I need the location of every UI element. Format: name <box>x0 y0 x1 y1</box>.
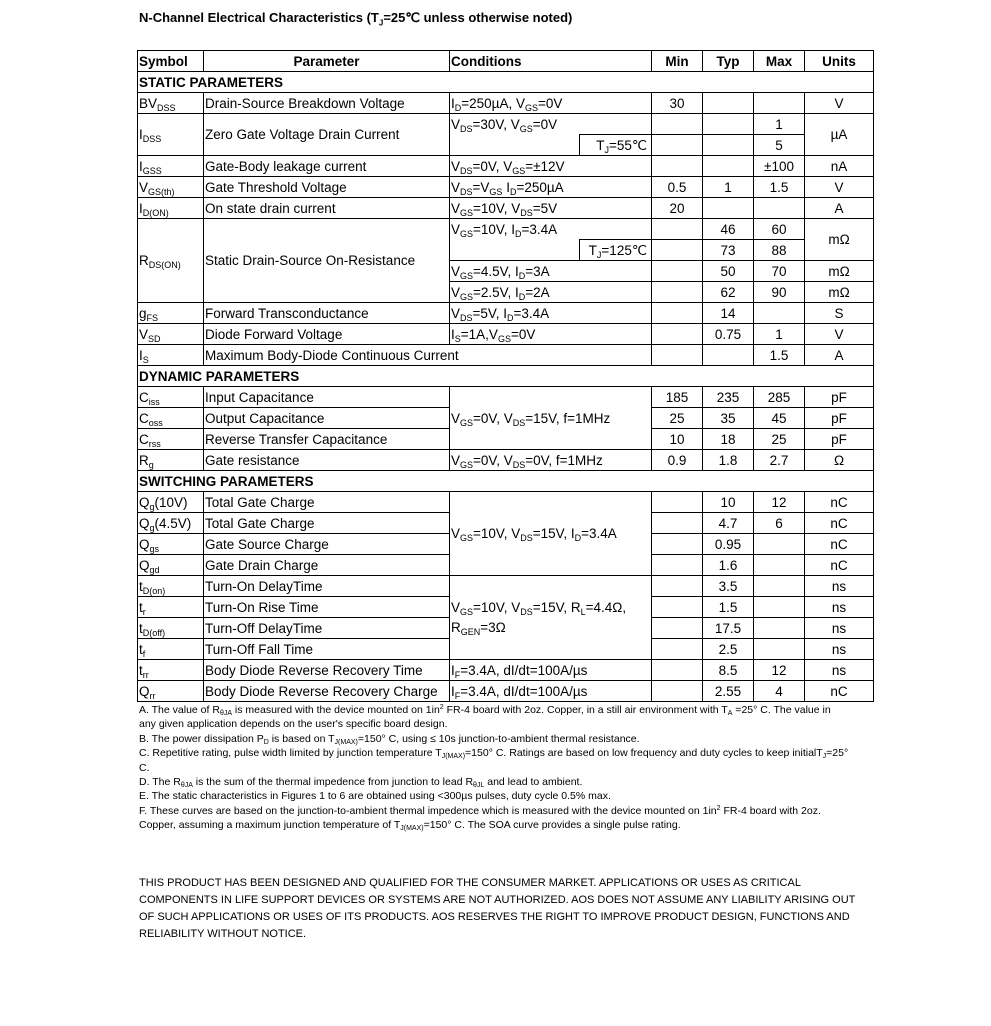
parameter-cell: Diode Forward Voltage <box>204 324 450 345</box>
typ-cell: 62 <box>703 282 754 303</box>
parameter-cell: Total Gate Charge <box>204 492 450 513</box>
max-cell <box>754 303 805 324</box>
header-conditions: Conditions <box>450 51 652 72</box>
max-cell: 90 <box>754 282 805 303</box>
typ-cell: 10 <box>703 492 754 513</box>
section-row <box>138 471 874 492</box>
parameter-cell: On state drain current <box>204 198 450 219</box>
note-d: D. The $R_{\theta JA}$ is the sum of the thermal impedence from junction to lead $R_{\theta JL}$ and lead to ambient. <box>139 776 583 790</box>
max-cell <box>754 534 805 555</box>
max-cell <box>754 576 805 597</box>
table-row <box>138 492 874 513</box>
conditions-cell: $I_F=3.4A$, dI/dt=100A/µs <box>450 660 652 681</box>
typ-cell: 0.95 <box>703 534 754 555</box>
min-cell <box>652 282 703 303</box>
table-row <box>138 660 874 681</box>
table-row <box>138 345 874 366</box>
parameter-cell: Gate-Body leakage current <box>204 156 450 177</box>
units-cell: A <box>805 198 874 219</box>
min-cell <box>652 492 703 513</box>
header-min: Min <box>652 51 703 72</box>
symbol-cell: $R_g$ <box>138 450 204 471</box>
conditions-cell: $V_{GS}=10V$, $I_D=3.4A$ <box>450 219 652 240</box>
footnotes <box>139 703 849 833</box>
parameter-cell: Output Capacitance <box>204 408 450 429</box>
typ-cell <box>703 345 754 366</box>
min-cell <box>652 345 703 366</box>
conditions-cell: $V_{GS}=10V$, $V_{DS}=15V$, $I_D=3.4A$ <box>450 492 652 576</box>
min-cell <box>652 681 703 702</box>
symbol-cell: $BV_{DSS}$ <box>138 93 204 114</box>
typ-cell: 4.7 <box>703 513 754 534</box>
typ-cell: 18 <box>703 429 754 450</box>
units-cell: ns <box>805 618 874 639</box>
max-cell <box>754 639 805 660</box>
table-row <box>138 450 874 471</box>
max-cell: 12 <box>754 492 805 513</box>
conditions-cell: $I_F=3.4A$, dI/dt=100A/µs <box>450 681 652 702</box>
units-cell: V <box>805 93 874 114</box>
max-cell <box>754 198 805 219</box>
units-cell: pF <box>805 429 874 450</box>
max-cell <box>754 93 805 114</box>
table-row <box>138 681 874 702</box>
min-cell <box>652 114 703 135</box>
symbol-cell: $C_{oss}$ <box>138 408 204 429</box>
units-cell: pF <box>805 408 874 429</box>
conditions-cell: $I_D=250\mu A$, $V_{GS}=0V$ <box>450 93 652 114</box>
max-cell: 1 <box>754 114 805 135</box>
min-cell <box>652 576 703 597</box>
parameter-cell: Input Capacitance <box>204 387 450 408</box>
typ-cell: 50 <box>703 261 754 282</box>
min-cell <box>652 534 703 555</box>
table-row <box>138 303 874 324</box>
conditions-cell: $I_S=1A,V_{GS}=0V$ <box>450 324 652 345</box>
max-cell: 2.7 <box>754 450 805 471</box>
min-cell <box>652 618 703 639</box>
min-cell: 10 <box>652 429 703 450</box>
tj-cell: $T_J=125℃$ <box>580 240 652 261</box>
table-header-row <box>138 51 874 72</box>
min-cell <box>652 219 703 240</box>
max-cell: ±100 <box>754 156 805 177</box>
symbol-cell: $Q_g(4.5V)$ <box>138 513 204 534</box>
parameter-cell: Forward Transconductance <box>204 303 450 324</box>
parameter-cell: Turn-Off Fall Time <box>204 639 450 660</box>
table-row <box>138 219 874 240</box>
symbol-cell: $t_f$ <box>138 639 204 660</box>
max-cell: 285 <box>754 387 805 408</box>
max-cell: 12 <box>754 660 805 681</box>
parameter-cell: Static Drain-Source On-Resistance <box>204 219 450 303</box>
symbol-cell: $t_r$ <box>138 597 204 618</box>
conditions-cell: $V_{GS}=2.5V$, $I_D=2A$ <box>450 282 652 303</box>
section-dynamic: DYNAMIC PARAMETERS <box>138 366 874 387</box>
units-cell: mΩ <box>805 282 874 303</box>
symbol-cell: $I_S$ <box>138 345 204 366</box>
symbol-cell: $t_{D(on)}$ <box>138 576 204 597</box>
conditions-cell: $V_{DS}=30V$, $V_{GS}=0V$ <box>450 114 652 135</box>
max-cell <box>754 618 805 639</box>
symbol-cell: $Q_{gd}$ <box>138 555 204 576</box>
parameter-cell: Total Gate Charge <box>204 513 450 534</box>
conditions-cell: $V_{GS}=0V$, $V_{DS}=15V$, f=1MHz <box>450 387 652 450</box>
typ-cell: 2.55 <box>703 681 754 702</box>
header-typ: Typ <box>703 51 754 72</box>
min-cell <box>652 597 703 618</box>
parameter-cell: Drain-Source Breakdown Voltage <box>204 93 450 114</box>
max-cell: 5 <box>754 135 805 156</box>
units-cell: V <box>805 324 874 345</box>
section-static: STATIC PARAMETERS <box>138 72 874 93</box>
units-cell: ns <box>805 597 874 618</box>
section-row <box>138 366 874 387</box>
min-cell <box>652 660 703 681</box>
min-cell <box>652 513 703 534</box>
table-row <box>138 576 874 597</box>
min-cell: 185 <box>652 387 703 408</box>
symbol-cell: $V_{GS(th)}$ <box>138 177 204 198</box>
typ-cell: 17.5 <box>703 618 754 639</box>
section-switching: SWITCHING PARAMETERS <box>138 471 874 492</box>
units-cell: nC <box>805 681 874 702</box>
conditions-cell-blank <box>450 240 580 261</box>
symbol-cell: $C_{rss}$ <box>138 429 204 450</box>
typ-cell <box>703 93 754 114</box>
units-cell: nC <box>805 555 874 576</box>
max-cell: 45 <box>754 408 805 429</box>
min-cell <box>652 639 703 660</box>
typ-cell: 3.5 <box>703 576 754 597</box>
max-cell: 88 <box>754 240 805 261</box>
conditions-cell: $V_{GS}=4.5V$, $I_D=3A$ <box>450 261 652 282</box>
min-cell <box>652 555 703 576</box>
typ-cell: 35 <box>703 408 754 429</box>
symbol-cell: $V_{SD}$ <box>138 324 204 345</box>
table-row <box>138 324 874 345</box>
parameter-cell: Maximum Body-Diode Continuous Current <box>204 345 652 366</box>
min-cell <box>652 261 703 282</box>
table-row <box>138 93 874 114</box>
note-e: E. The static characteristics in Figures 1 to 6 are obtained using <300µs pulses, duty cycle 0.5% max. <box>139 790 611 803</box>
units-cell: nC <box>805 513 874 534</box>
max-cell: 1.5 <box>754 177 805 198</box>
min-cell: 20 <box>652 198 703 219</box>
table-row <box>138 177 874 198</box>
conditions-cell: $V_{DS}=V_{GS}$ $I_D=250\mu A$ <box>450 177 652 198</box>
min-cell: 30 <box>652 93 703 114</box>
conditions-cell: $V_{DS}=5V$, $I_D=3.4A$ <box>450 303 652 324</box>
typ-cell <box>703 135 754 156</box>
units-cell: mΩ <box>805 261 874 282</box>
max-cell: 70 <box>754 261 805 282</box>
units-cell: V <box>805 177 874 198</box>
note-a: A. The value of $R_{\theta JA}$ is measured with the device mounted on $1in^2$ FR-4 board with 2oz. Copper, in a still air environment with $T_A =25^\circ$ C. The value in any given application depends on the user's specific board design. <box>139 704 831 731</box>
parameter-cell: Zero Gate Voltage Drain Current <box>204 114 450 156</box>
units-cell: ns <box>805 660 874 681</box>
min-cell: 0.5 <box>652 177 703 198</box>
min-cell <box>652 240 703 261</box>
max-cell: 60 <box>754 219 805 240</box>
table-row <box>138 198 874 219</box>
parameter-cell: Turn-On DelayTime <box>204 576 450 597</box>
typ-cell: 73 <box>703 240 754 261</box>
symbol-cell: $I_{GSS}$ <box>138 156 204 177</box>
typ-cell: 1.6 <box>703 555 754 576</box>
typ-cell <box>703 114 754 135</box>
parameter-cell: Reverse Transfer Capacitance <box>204 429 450 450</box>
units-cell: S <box>805 303 874 324</box>
max-cell: 25 <box>754 429 805 450</box>
typ-cell: 14 <box>703 303 754 324</box>
symbol-cell: $Q_{rr}$ <box>138 681 204 702</box>
parameter-cell: Turn-On Rise Time <box>204 597 450 618</box>
symbol-cell: $C_{iss}$ <box>138 387 204 408</box>
typ-cell: 0.75 <box>703 324 754 345</box>
table-row <box>138 114 874 135</box>
typ-cell <box>703 198 754 219</box>
section-row <box>138 72 874 93</box>
min-cell <box>652 156 703 177</box>
symbol-cell: $I_{DSS}$ <box>138 114 204 156</box>
parameter-cell: Gate Threshold Voltage <box>204 177 450 198</box>
symbol-cell: $g_{FS}$ <box>138 303 204 324</box>
units-cell: ns <box>805 576 874 597</box>
symbol-cell: $R_{DS(ON)}$ <box>138 219 204 303</box>
min-cell <box>652 303 703 324</box>
min-cell: 0.9 <box>652 450 703 471</box>
typ-cell: 8.5 <box>703 660 754 681</box>
note-f: F. These curves are based on the junction-to-ambient thermal impedence which is measured with the device mounted on $1in^2$ FR-4 board with 2oz. Copper, assuming a maximum junction temperature of $T_{J(MAX)}=150^\circ$ C. The SOA curve provides a single pulse rating. <box>139 804 821 833</box>
max-cell: 4 <box>754 681 805 702</box>
symbol-cell: $Q_g(10V)$ <box>138 492 204 513</box>
parameter-cell: Body Diode Reverse Recovery Time <box>204 660 450 681</box>
parameter-cell: Body Diode Reverse Recovery Charge <box>204 681 450 702</box>
typ-cell: 1.8 <box>703 450 754 471</box>
max-cell <box>754 597 805 618</box>
tj-cell: $T_J=55℃$ <box>580 135 652 156</box>
symbol-cell: $t_{D(off)}$ <box>138 618 204 639</box>
table-row <box>138 156 874 177</box>
note-c: C. Repetitive rating, pulse width limited by junction temperature $T_{J(MAX)}=150^\circ$ C. Ratings are based on low frequency and duty cycles to keep initialT$_J$=25° C. <box>139 747 849 774</box>
max-cell: 1 <box>754 324 805 345</box>
units-cell: nC <box>805 534 874 555</box>
units-cell: nC <box>805 492 874 513</box>
typ-cell: 2.5 <box>703 639 754 660</box>
max-cell: 1.5 <box>754 345 805 366</box>
parameter-cell: Gate Drain Charge <box>204 555 450 576</box>
electrical-characteristics-table <box>137 50 874 702</box>
typ-cell <box>703 156 754 177</box>
conditions-cell: $V_{GS}=10V$, $V_{DS}=15V$, $R_L=4.4\Omega$, $R_{GEN}=3\Omega$ <box>450 576 652 660</box>
min-cell <box>652 324 703 345</box>
header-parameter: Parameter <box>204 51 450 72</box>
max-cell <box>754 555 805 576</box>
symbol-cell: $t_{rr}$ <box>138 660 204 681</box>
header-symbol: Symbol <box>138 51 204 72</box>
conditions-cell: $V_{GS}=0V$, $V_{DS}=0V$, f=1MHz <box>450 450 652 471</box>
symbol-cell: $Q_{gs}$ <box>138 534 204 555</box>
symbol-cell: $I_{D(ON)}$ <box>138 198 204 219</box>
header-units: Units <box>805 51 874 72</box>
conditions-cell-blank <box>450 135 580 156</box>
conditions-cell: $V_{GS}=10V$, $V_{DS}=5V$ <box>450 198 652 219</box>
parameter-cell: Gate resistance <box>204 450 450 471</box>
min-cell: 25 <box>652 408 703 429</box>
parameter-cell: Turn-Off DelayTime <box>204 618 450 639</box>
typ-cell: 46 <box>703 219 754 240</box>
conditions-cell: $V_{DS}=0V$, $V_{GS}=\pm 12V$ <box>450 156 652 177</box>
units-cell: µA <box>805 114 874 156</box>
max-cell: 6 <box>754 513 805 534</box>
typ-cell: 1 <box>703 177 754 198</box>
units-cell: mΩ <box>805 219 874 261</box>
units-cell: ns <box>805 639 874 660</box>
units-cell: pF <box>805 387 874 408</box>
units-cell: A <box>805 345 874 366</box>
units-cell: Ω <box>805 450 874 471</box>
typ-cell: 1.5 <box>703 597 754 618</box>
header-max: Max <box>754 51 805 72</box>
typ-cell: 235 <box>703 387 754 408</box>
units-cell: nA <box>805 156 874 177</box>
disclaimer-text: THIS PRODUCT HAS BEEN DESIGNED AND QUALIFIED FOR THE CONSUMER MARKET. APPLICATIONS OR USES AS CRITICAL COMPONENTS IN LIFE SUPPORT DEVICES OR SYSTEMS ARE NOT AUTHORIZED. AOS DOES NOT ASSUME ANY LIABILITY ARISING OUT OF SUCH APPLICATIONS OR USES OF ITS PRODUCTS. AOS RESERVES THE RIGHT TO IMPROVE PRODUCT DESIGN, FUNCTIONS AND RELIABILITY WITHOUT NOTICE. <box>139 877 856 940</box>
parameter-cell: Gate Source Charge <box>204 534 450 555</box>
min-cell <box>652 135 703 156</box>
table-row <box>138 387 874 408</box>
page-title: N-Channel Electrical Characteristics ($T_J=25℃$ unless otherwise noted) <box>139 10 573 28</box>
note-b: B. The power dissipation $P_D$ is based on $T_{J(MAX)}=150^\circ$ C, using ≤ 10s junction-to-ambient thermal resistance. <box>139 732 640 746</box>
